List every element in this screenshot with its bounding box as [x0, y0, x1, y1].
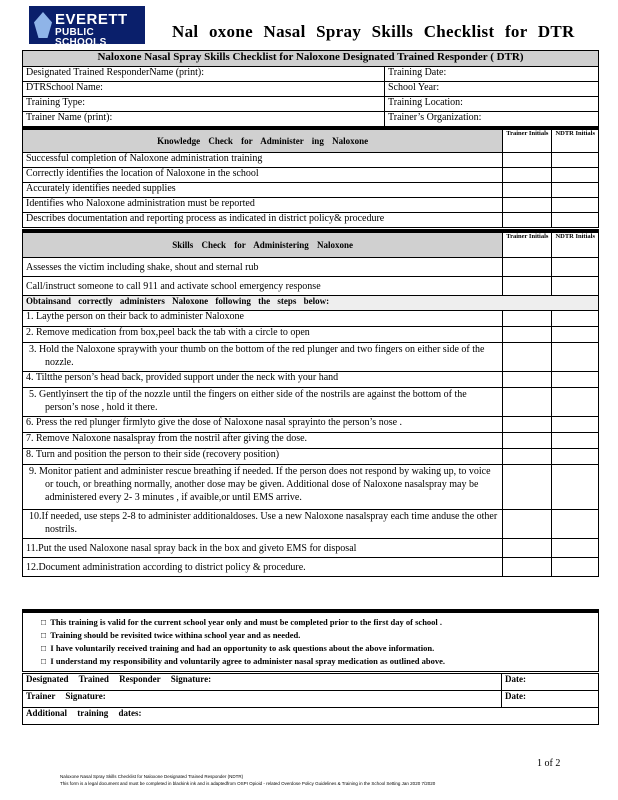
step-item: 7. Remove Naloxone nasalspray from the nostril after giving the dose. [23, 433, 503, 449]
step-item: 1. Laythe person on their back to administer Naloxone [23, 311, 503, 327]
date-field[interactable]: Date: [502, 691, 599, 708]
trainer-initial-cell[interactable] [503, 558, 552, 577]
ndtr-initial-cell[interactable] [552, 277, 599, 296]
logo-mark-icon [34, 12, 52, 38]
dtr-name-field[interactable]: Designated Trained ResponderName (print): [23, 67, 385, 82]
knowledge-item: Correctly identifies the location of Naloxone in the school [23, 168, 503, 183]
ndtr-initial-cell[interactable] [552, 388, 599, 417]
ndtr-initial-cell[interactable] [552, 558, 599, 577]
signature-table [22, 673, 599, 725]
statement: □ I understand my responsibility and voluntarily agree to administer nasal spray medication as outlined above. [41, 656, 445, 666]
ndtr-initial-cell[interactable] [552, 168, 599, 183]
ndtr-initial-cell[interactable] [552, 258, 599, 277]
trainer-initial-cell[interactable] [503, 449, 552, 465]
knowledge-table [22, 126, 599, 228]
step-item: 6. Press the red plunger firmlyto give the dose of Naloxone nasal sprayinto the person’s nose . [23, 417, 503, 433]
skills-heading: Skills Check for Administering Naloxone [23, 231, 503, 258]
knowledge-heading: Knowledge Check for Administer ing Naloxone [23, 128, 503, 153]
trainer-signature-field[interactable]: Trainer Signature: [23, 691, 502, 708]
knowledge-item: Successful completion of Naloxone administration training [23, 153, 503, 168]
ndtr-initials-header: NDTR Initials [552, 231, 599, 258]
trainer-initial-cell[interactable] [503, 277, 552, 296]
knowledge-item: Describes documentation and reporting process as indicated in district policy& procedure [23, 213, 503, 228]
checkbox-icon[interactable]: □ [41, 643, 47, 653]
school-logo [29, 6, 145, 48]
ndtr-initial-cell[interactable] [552, 213, 599, 228]
skills-item: Assesses the victim including shake, shout and sternal rub [23, 258, 503, 277]
trainer-initials-header: Trainer Initials [503, 128, 552, 153]
banner: Naloxone Nasal Spray Skills Checklist for Naloxone Designated Trained Responder ( DTR) [23, 51, 599, 67]
ndtr-initial-cell[interactable] [552, 449, 599, 465]
school-name-field[interactable]: DTRSchool Name: [23, 82, 385, 97]
trainer-initial-cell[interactable] [503, 311, 552, 327]
ndtr-initial-cell[interactable] [552, 465, 599, 510]
school-year-field[interactable]: School Year: [385, 82, 599, 97]
steps-heading: Obtainsand correctly administers Naloxone following the steps below: [23, 296, 599, 311]
training-location-field[interactable]: Training Location: [385, 97, 599, 112]
ndtr-initial-cell[interactable] [552, 343, 599, 372]
page-number: 1 of 2 [537, 758, 561, 769]
knowledge-item: Accurately identifies needed supplies [23, 183, 503, 198]
ndtr-initial-cell[interactable] [552, 311, 599, 327]
checkbox-icon[interactable]: □ [41, 656, 47, 666]
step-item: 5. Gentlyinsert the tip of the nozzle until the fingers on either side of the nostrils are against the bottom of the person’s nose , hold it there. [23, 388, 503, 417]
trainer-initial-cell[interactable] [503, 213, 552, 228]
footer-line1: Naloxone Nasal Spray Skills Checklist for Naloxone Designated Trained Responder (NDTR) [60, 774, 244, 779]
step-item: 2. Remove medication from box,peel back the tab with a circle to open [23, 327, 503, 343]
trainer-initial-cell[interactable] [503, 258, 552, 277]
statement: □ This training is valid for the current school year only and must be completed prior to the first day of school . [41, 617, 443, 627]
trainer-initial-cell[interactable] [503, 433, 552, 449]
ndtr-initial-cell[interactable] [552, 183, 599, 198]
statements-block [22, 609, 599, 672]
trainer-initial-cell[interactable] [503, 465, 552, 510]
ndtr-initial-cell[interactable] [552, 510, 599, 539]
footer-line2: This form is a legal document and must be completed in blackink ink and is adaptedfrom OSPI Opioid - related Overdose Policy Guidelines & Training in the School Setting Jan 2020 7/2020 [60, 781, 436, 786]
trainer-initial-cell[interactable] [503, 153, 552, 168]
trainer-initial-cell[interactable] [503, 198, 552, 213]
ndtr-initial-cell[interactable] [552, 327, 599, 343]
step-item: 3. Hold the Naloxone spraywith your thumb on the bottom of the red plunger and two fingers on either side of the nozzle. [23, 343, 503, 372]
logo-text-line1: EVERETT [55, 11, 128, 28]
knowledge-item: Identifies who Naloxone administration must be reported [23, 198, 503, 213]
training-date-field[interactable]: Training Date: [385, 67, 599, 82]
trainer-initial-cell[interactable] [503, 168, 552, 183]
statement: □ I have voluntarily received training and had an opportunity to ask questions about the above information. [41, 643, 435, 653]
trainer-initial-cell[interactable] [503, 417, 552, 433]
trainer-initial-cell[interactable] [503, 327, 552, 343]
footer [60, 773, 435, 787]
checkbox-icon[interactable]: □ [41, 617, 47, 627]
ndtr-initial-cell[interactable] [552, 417, 599, 433]
step-item: 11.Put the used Naloxone nasal spray back in the box and giveto EMS for disposal [23, 539, 503, 558]
ndtr-initial-cell[interactable] [552, 198, 599, 213]
dtr-signature-field[interactable]: Designated Trained Responder Signature: [23, 674, 502, 691]
trainer-initial-cell[interactable] [503, 183, 552, 198]
trainer-initial-cell[interactable] [503, 372, 552, 388]
trainer-initial-cell[interactable] [503, 539, 552, 558]
skills-item: Call/instruct someone to call 911 and activate school emergency response [23, 277, 503, 296]
trainer-name-field[interactable]: Trainer Name (print): [23, 112, 385, 127]
step-item: 4. Tiltthe person’s head back, provided support under the neck with your hand [23, 372, 503, 388]
trainer-initial-cell[interactable] [503, 510, 552, 539]
ndtr-initial-cell[interactable] [552, 539, 599, 558]
statement: □ Training should be revisited twice withina school year and as needed. [41, 630, 301, 640]
logo-text-line2: PUBLIC SCHOOLS [55, 27, 107, 48]
skills-table [22, 229, 599, 577]
trainer-initial-cell[interactable] [503, 343, 552, 372]
statements-cell [23, 611, 599, 672]
ndtr-initials-header: NDTR Initials [552, 128, 599, 153]
trainer-initials-header: Trainer Initials [503, 231, 552, 258]
additional-dates-field[interactable]: Additional training dates: [23, 708, 599, 725]
checkbox-icon[interactable]: □ [41, 630, 47, 640]
trainer-initial-cell[interactable] [503, 388, 552, 417]
ndtr-initial-cell[interactable] [552, 372, 599, 388]
trainer-org-field[interactable]: Trainer’s Organization: [385, 112, 599, 127]
step-item: 10.If needed, use steps 2-8 to administer additionaldoses. Use a new Naloxone nasalspray each time anduse the other nostrils. [23, 510, 503, 539]
ndtr-initial-cell[interactable] [552, 153, 599, 168]
step-item: 8. Turn and position the person to their side (recovery position) [23, 449, 503, 465]
info-table [22, 50, 599, 127]
training-type-field[interactable]: Training Type: [23, 97, 385, 112]
ndtr-initial-cell[interactable] [552, 433, 599, 449]
date-field[interactable]: Date: [502, 674, 599, 691]
step-item: 9. Monitor patient and administer rescue breathing if needed. If the person does not respond by waking up, to voice or touch, or breathing normally, another dose may be given. Additional dose of Naloxone nasalspray may be administered every 2- 3 minutes , if avaible,or until EMS arrive. [23, 465, 503, 510]
step-item: 12.Document administration according to district policy & procedure. [23, 558, 503, 577]
page-title: Nal oxone Nasal Spray Skills Checklist for DTR [172, 22, 575, 41]
